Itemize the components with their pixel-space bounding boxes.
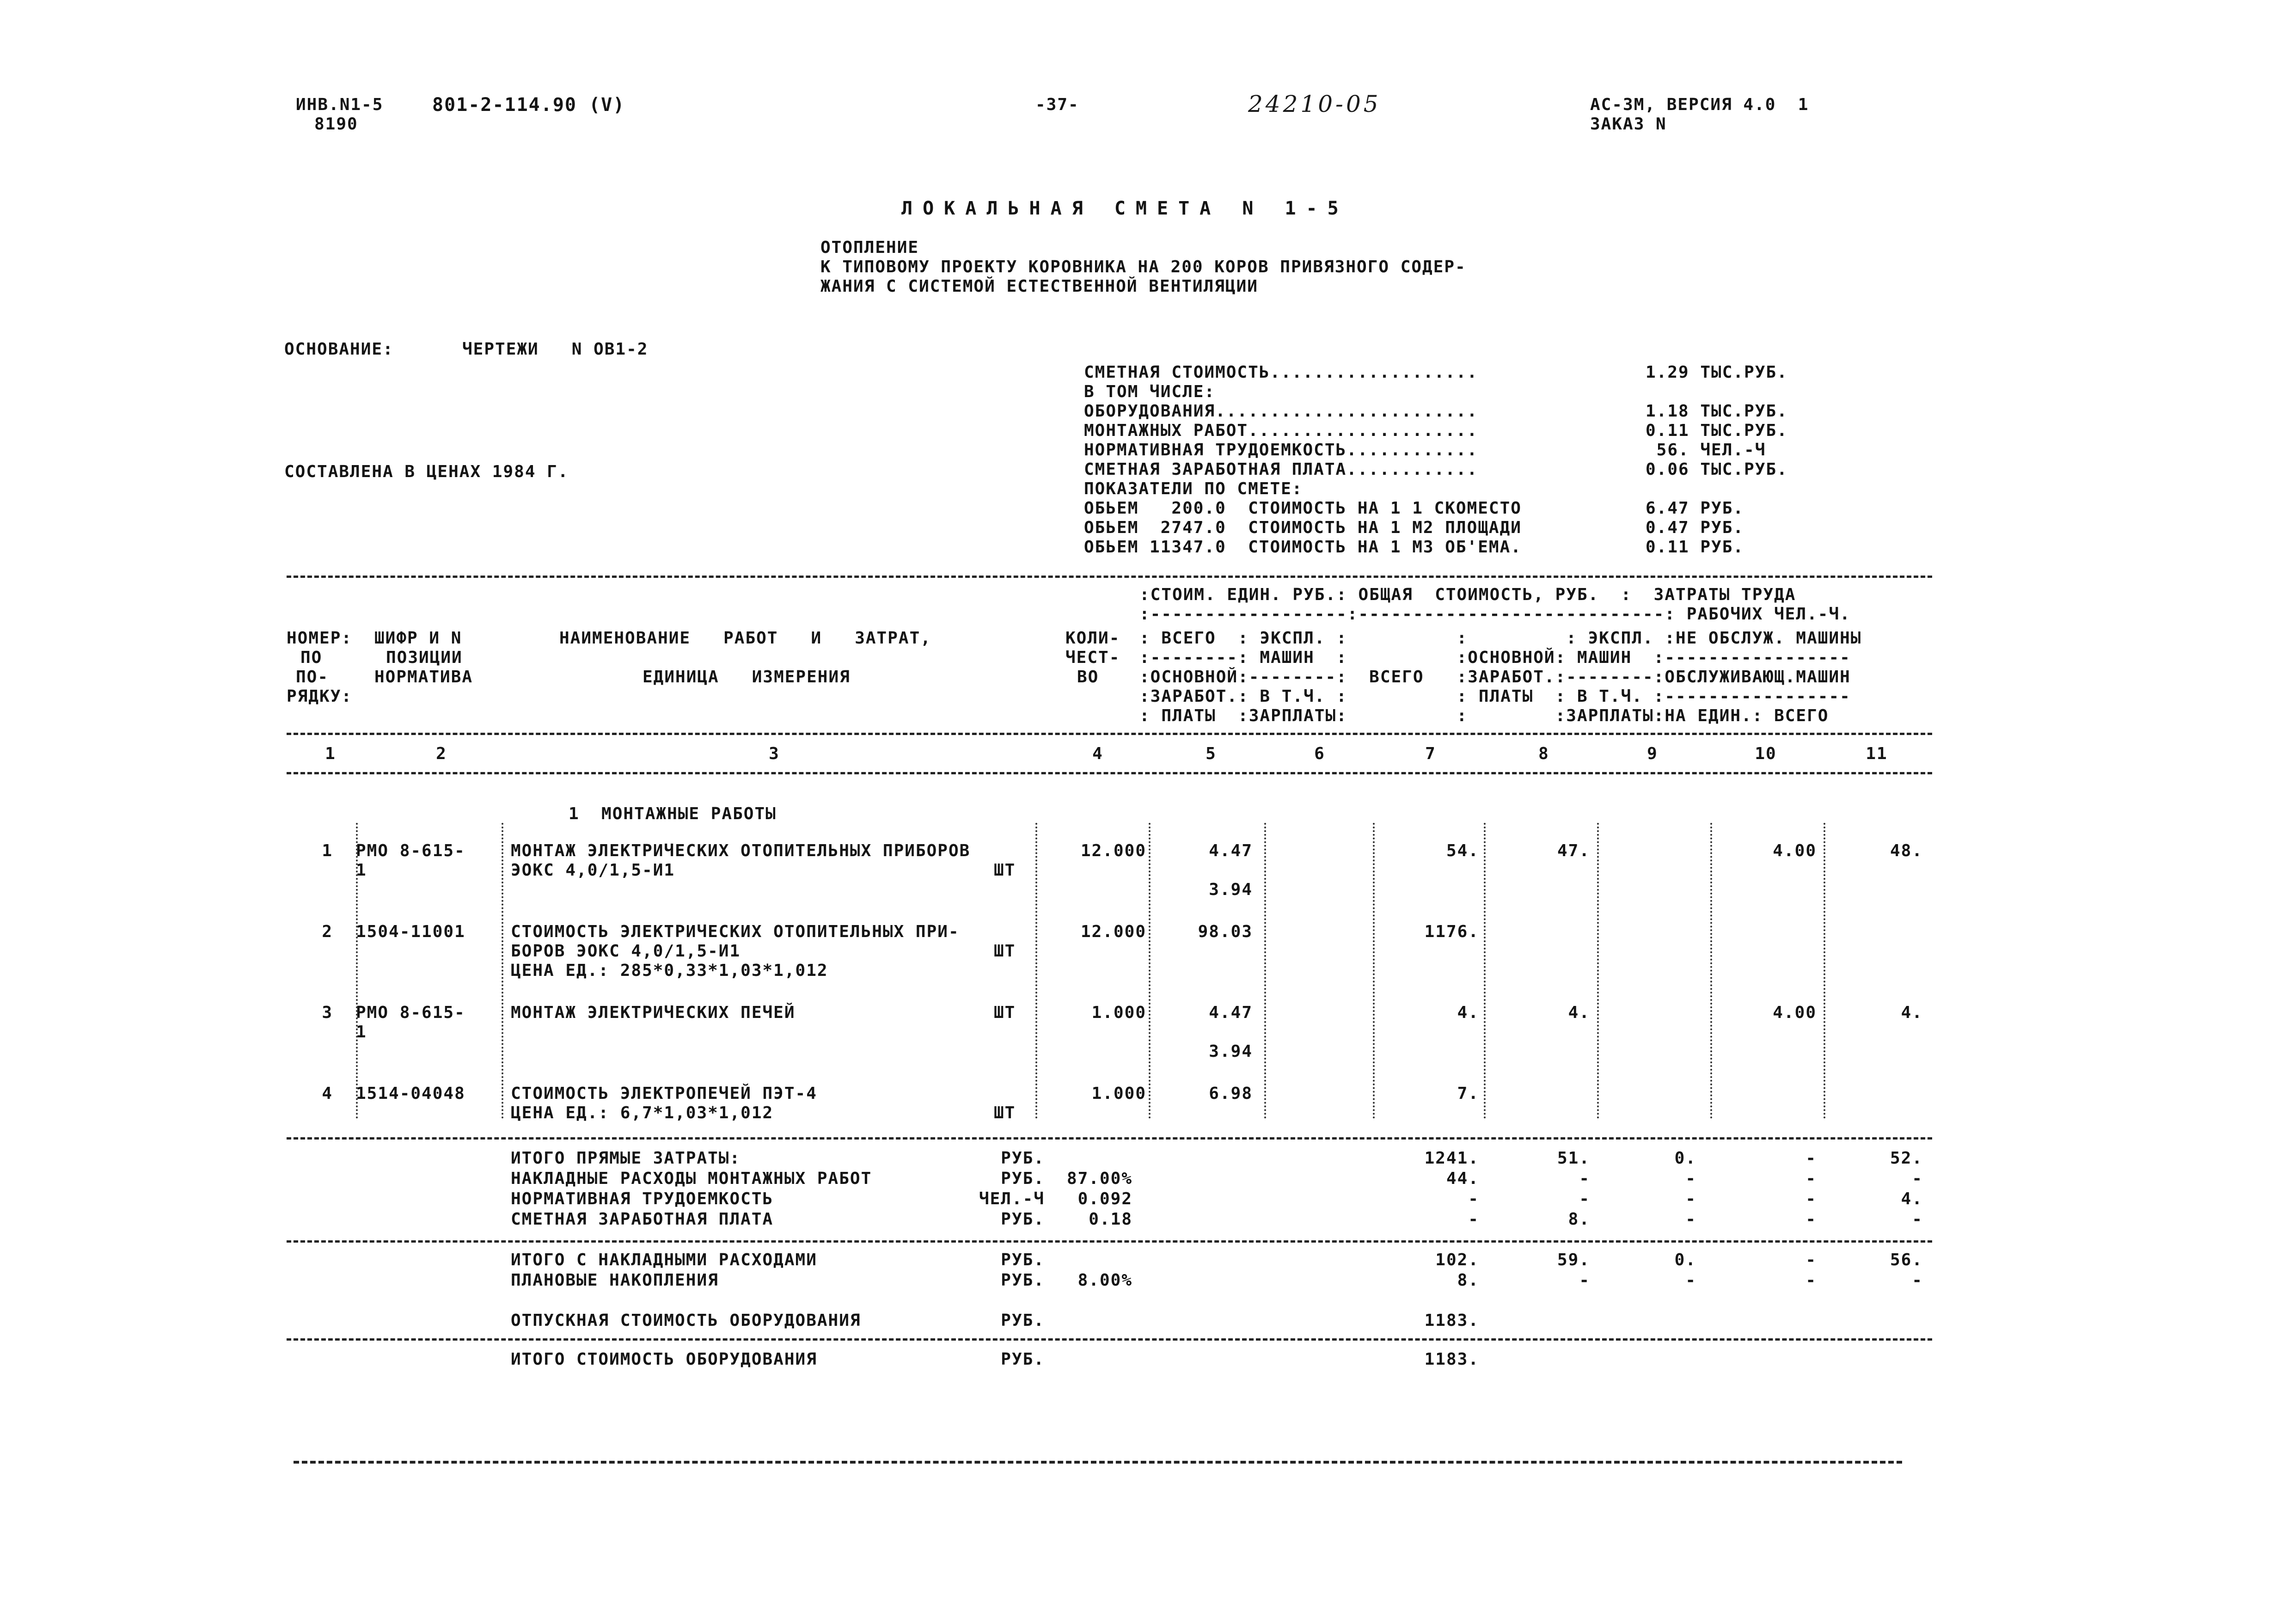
column-separator: [356, 823, 358, 1119]
column-number: 7: [1425, 744, 1436, 763]
header-bottom-rule: [287, 733, 1932, 735]
unit-cost-total: 6.98: [1209, 1084, 1253, 1103]
totals-labor-total: 4.: [1901, 1189, 1923, 1208]
totals-wages: 51.: [1557, 1149, 1590, 1168]
row-code: РМО 8-615-: [356, 1003, 465, 1022]
column-number: 1: [325, 744, 336, 763]
total-cost: 4.: [1457, 1003, 1479, 1022]
col1-line1: НОМЕР:: [287, 629, 353, 648]
total-cost: 7.: [1457, 1084, 1479, 1103]
summary-value: 0.06 ТЫС.РУБ.: [1646, 460, 1788, 479]
totals-label: ПЛАНОВЫЕ НАКОПЛЕНИЯ: [511, 1271, 719, 1290]
column-separator: [1373, 823, 1375, 1119]
labor-per-unit: 4.00: [1773, 841, 1817, 860]
inventory-number: ИНВ.N1-5: [296, 95, 384, 114]
total-wages: 47.: [1557, 841, 1590, 860]
totals-label: НАКЛАДНЫЕ РАСХОДЫ МОНТАЖНЫХ РАБОТ: [511, 1169, 872, 1188]
col1-line2: ПО: [300, 648, 323, 667]
column-separator: [1710, 823, 1712, 1119]
col3-line1: НАИМЕНОВАНИЕ РАБОТ И ЗАТРАТ,: [559, 629, 931, 648]
col4-line1: КОЛИ-: [1065, 629, 1120, 648]
row-quantity: 12.000: [1080, 841, 1146, 860]
totals-labor-total: -: [1912, 1271, 1923, 1290]
totals-labor-unit: -: [1805, 1169, 1817, 1188]
col2-line3: НОРМАТИВА: [374, 668, 473, 686]
column-separator: [1149, 823, 1151, 1119]
col3-line2: ЕДИНИЦА ИЗМЕРЕНИЯ: [643, 668, 851, 686]
totals-machine-wages: -: [1685, 1189, 1696, 1208]
totals-labor-total: -: [1912, 1169, 1923, 1188]
col4-line3: ВО: [1077, 668, 1099, 686]
totals-unit: РУБ.: [1001, 1149, 1045, 1168]
column-number: 6: [1314, 744, 1325, 763]
summary-value: 0.47 РУБ.: [1646, 518, 1744, 537]
column-number: 3: [769, 744, 780, 763]
totals-wages: -: [1579, 1189, 1590, 1208]
subtitle-line-2: К ТИПОВОМУ ПРОЕКТУ КОРОВНИКА НА 200 КОРОВ ПРИВЯЗНОГО СОДЕР-: [820, 257, 1466, 276]
totals-value: 1241.: [1424, 1149, 1479, 1168]
totals-wages: -: [1579, 1169, 1590, 1188]
totals-machine-wages: -: [1685, 1271, 1696, 1290]
subtitle-line-1: ОТОПЛЕНИЕ: [820, 238, 919, 257]
totals-labor-total: 56.: [1890, 1250, 1923, 1269]
totals-wages: 59.: [1557, 1250, 1590, 1269]
totals-rate: 8.00%: [1077, 1271, 1132, 1290]
column-separator: [502, 823, 503, 1119]
totals-rate: 87.00%: [1066, 1169, 1132, 1188]
row-name-line: СТОИМОСТЬ ЭЛЕКТРОПЕЧЕЙ ПЭТ-4: [511, 1084, 817, 1103]
totals-labor-unit: -: [1805, 1250, 1817, 1269]
equipment-rule: [287, 1338, 1932, 1341]
totals-labor-unit: -: [1805, 1149, 1817, 1168]
summary-label: НОРМАТИВНАЯ ТРУДОЕМКОСТЬ............: [1084, 441, 1478, 460]
totals-machine-wages: -: [1685, 1169, 1696, 1188]
total-cost: 1176.: [1424, 922, 1479, 941]
prices-note: СОСТАВЛЕНА В ЦЕНАХ 1984 Г.: [284, 462, 569, 481]
group-header-4: :--------: МАШИН : :ОСНОВНОЙ: МАШИН :-----------------: [1139, 648, 1851, 667]
row-unit: ШТ: [994, 861, 1016, 880]
totals-unit: РУБ.: [1001, 1210, 1045, 1229]
totals-labor-total: 52.: [1890, 1149, 1923, 1168]
column-number: 4: [1092, 744, 1103, 763]
totals-label: ИТОГО С НАКЛАДНЫМИ РАСХОДАМИ: [511, 1250, 817, 1269]
column-number: 10: [1755, 744, 1777, 763]
row-name-line: СТОИМОСТЬ ЭЛЕКТРИЧЕСКИХ ОТОПИТЕЛЬНЫХ ПРИ-: [511, 922, 960, 941]
row-quantity: 1.000: [1091, 1003, 1146, 1022]
colnum-bottom-rule: [287, 772, 1932, 774]
totals-value: 1183.: [1424, 1311, 1479, 1330]
row-unit: ШТ: [994, 1103, 1016, 1122]
totals-value: 8.: [1457, 1271, 1479, 1290]
totals-top-rule: [287, 1137, 1932, 1140]
row-code-suffix: 1: [356, 1023, 367, 1042]
totals-wages: -: [1579, 1271, 1590, 1290]
basis-label: ОСНОВАНИЕ:: [284, 340, 394, 359]
totals-value: 44.: [1446, 1169, 1479, 1188]
row-quantity: 12.000: [1080, 922, 1146, 941]
table-top-rule: [287, 576, 1932, 578]
group-header-6: :ЗАРАБОТ.: В Т.Ч. : : ПЛАТЫ : В Т.Ч. :-----------------: [1139, 687, 1851, 706]
totals-labor-total: -: [1912, 1210, 1923, 1229]
totals-machine-wages: 0.: [1674, 1250, 1696, 1269]
unit-cost-wages: 3.94: [1209, 880, 1253, 899]
col2-line2: ПОЗИЦИИ: [386, 648, 463, 667]
document-title: ЛОКАЛЬНАЯ СМЕТА N 1-5: [901, 198, 1349, 219]
row-number: 4: [322, 1084, 333, 1103]
column-number: 9: [1647, 744, 1658, 763]
summary-label: ОБЬЕМ 11347.0 СТОИМОСТЬ НА 1 М3 ОБ'ЕМА.: [1084, 538, 1522, 557]
row-code-suffix: 1: [356, 861, 367, 880]
row-code: 1504-11001: [356, 922, 465, 941]
summary-value: 6.47 РУБ.: [1646, 499, 1744, 518]
column-number: 11: [1866, 744, 1888, 763]
column-number: 5: [1206, 744, 1217, 763]
totals-label: СМЕТНАЯ ЗАРАБОТНАЯ ПЛАТА: [511, 1210, 774, 1229]
labor-per-unit: 4.00: [1773, 1003, 1817, 1022]
totals-rate: 0.092: [1077, 1189, 1132, 1208]
group-header-7: : ПЛАТЫ :ЗАРПЛАТЫ: : :ЗАРПЛАТЫ:НА ЕДИН.: ВСЕГО: [1139, 706, 1829, 725]
column-separator: [1035, 823, 1037, 1119]
group-header-3: : ВСЕГО : ЭКСПЛ. : : : ЭКСПЛ. :НЕ ОБСЛУЖ. МАШИНЫ: [1139, 629, 1862, 648]
totals-rate: 0.18: [1089, 1210, 1132, 1229]
total-wages: 4.: [1568, 1003, 1590, 1022]
summary-label: ОБЬЕМ 200.0 СТОИМОСТЬ НА 1 1 СКОМЕСТО: [1084, 499, 1522, 518]
summary-value: 1.29 ТЫС.РУБ.: [1646, 363, 1788, 382]
page-number: -37-: [1035, 95, 1079, 114]
totals-value: -: [1468, 1189, 1479, 1208]
column-separator: [1824, 823, 1825, 1119]
row-unit: ШТ: [994, 1003, 1016, 1022]
totals-unit: РУБ.: [1001, 1169, 1045, 1188]
row-name-line: ЦЕНА ЕД.: 6,7*1,03*1,012: [511, 1103, 774, 1122]
totals-value: -: [1468, 1210, 1479, 1229]
summary-value: 56. ЧЕЛ.-Ч: [1646, 441, 1766, 460]
unit-cost-wages: 3.94: [1209, 1042, 1253, 1061]
subtitle-line-3: ЖАНИЯ С СИСТЕМОЙ ЕСТЕСТВЕННОЙ ВЕНТИЛЯЦИИ: [820, 277, 1258, 296]
summary-value: 0.11 РУБ.: [1646, 538, 1744, 557]
row-number: 3: [322, 1003, 333, 1022]
column-separator: [1484, 823, 1486, 1119]
summary-value: 1.18 ТЫС.РУБ.: [1646, 402, 1788, 421]
version-label: АС-3М, ВЕРСИЯ 4.0 1: [1590, 95, 1809, 114]
inventory-code: 8190: [314, 115, 358, 134]
totals-labor-unit: -: [1805, 1271, 1817, 1290]
row-name-line: ЭОКС 4,0/1,5-И1: [511, 861, 675, 880]
col1-line4: РЯДКУ:: [287, 687, 353, 706]
column-number: 8: [1538, 744, 1549, 763]
summary-label: ОБЬЕМ 2747.0 СТОИМОСТЬ НА 1 М2 ПЛОЩАДИ: [1084, 518, 1522, 537]
row-quantity: 1.000: [1091, 1084, 1146, 1103]
project-code: 801-2-114.90 (V): [432, 94, 625, 116]
totals-label: ОТПУСКНАЯ СТОИМОСТЬ ОБОРУДОВАНИЯ: [511, 1311, 861, 1330]
total-cost: 54.: [1446, 841, 1479, 860]
row-number: 2: [322, 922, 333, 941]
summary-label: В ТОМ ЧИСЛЕ:: [1084, 382, 1216, 401]
totals-labor-unit: -: [1805, 1189, 1817, 1208]
totals-label: НОРМАТИВНАЯ ТРУДОЕМКОСТЬ: [511, 1189, 774, 1208]
unit-cost-total: 4.47: [1209, 841, 1253, 860]
group-header-1: :СТОИМ. ЕДИН. РУБ.: ОБЩАЯ СТОИМОСТЬ, РУБ. : ЗАТРАТЫ ТРУДА: [1139, 585, 1796, 604]
row-code: РМО 8-615-: [356, 841, 465, 860]
summary-label: СМЕТНАЯ СТОИМОСТЬ...................: [1084, 363, 1478, 382]
handwritten-number: 24210-05: [1248, 91, 1381, 117]
row-name-line: МОНТАЖ ЭЛЕКТРИЧЕСКИХ ПЕЧЕЙ: [511, 1003, 796, 1022]
labor-total: 4.: [1901, 1003, 1923, 1022]
totals-unit: РУБ.: [1001, 1350, 1045, 1369]
row-name-line: БОРОВ ЭОКС 4,0/1,5-И1: [511, 942, 741, 961]
order-label: ЗАКАЗ N: [1590, 115, 1667, 134]
group-header-2: :------------------:----------------------------: РАБОЧИХ ЧЕЛ.-Ч.: [1139, 605, 1851, 624]
summary-label: МОНТАЖНЫХ РАБОТ.....................: [1084, 421, 1478, 440]
row-code: 1514-04048: [356, 1084, 465, 1103]
column-number: 2: [436, 744, 447, 763]
summary-value: 0.11 ТЫС.РУБ.: [1646, 421, 1788, 440]
totals-value: 1183.: [1424, 1350, 1479, 1369]
totals-value: 102.: [1435, 1250, 1479, 1269]
summary-label: ОБОРУДОВАНИЯ........................: [1084, 402, 1478, 421]
totals-mid-rule: [287, 1240, 1932, 1243]
totals-label: ИТОГО СТОИМОСТЬ ОБОРУДОВАНИЯ: [511, 1350, 817, 1369]
totals-unit: ЧЕЛ.-Ч: [979, 1189, 1045, 1208]
row-name-line: ЦЕНА ЕД.: 285*0,33*1,03*1,012: [511, 961, 828, 980]
basis-value: ЧЕРТЕЖИ N ОВ1-2: [462, 340, 649, 359]
col1-line3: ПО-: [296, 668, 329, 686]
unit-cost-total: 98.03: [1198, 922, 1253, 941]
totals-labor-unit: -: [1805, 1210, 1817, 1229]
footer-dashes: [294, 1461, 1902, 1464]
totals-label: ИТОГО ПРЯМЫЕ ЗАТРАТЫ:: [511, 1149, 741, 1168]
column-separator: [1597, 823, 1599, 1119]
section-title: 1 МОНТАЖНЫЕ РАБОТЫ: [569, 804, 777, 823]
summary-label: ПОКАЗАТЕЛИ ПО СМЕТЕ:: [1084, 479, 1303, 498]
group-header-5: :ОСНОВНОЙ:--------: ВСЕГО :ЗАРАБОТ.:--------:ОБСЛУЖИВАЮЩ.МАШИН: [1139, 668, 1851, 686]
totals-unit: РУБ.: [1001, 1271, 1045, 1290]
totals-machine-wages: 0.: [1674, 1149, 1696, 1168]
totals-unit: РУБ.: [1001, 1250, 1045, 1269]
labor-total: 48.: [1890, 841, 1923, 860]
row-number: 1: [322, 841, 333, 860]
col4-line2: ЧЕСТ-: [1065, 648, 1120, 667]
row-name-line: МОНТАЖ ЭЛЕКТРИЧЕСКИХ ОТОПИТЕЛЬНЫХ ПРИБОРОВ: [511, 841, 971, 860]
totals-machine-wages: -: [1685, 1210, 1696, 1229]
column-separator: [1264, 823, 1266, 1119]
totals-wages: 8.: [1568, 1210, 1590, 1229]
totals-unit: РУБ.: [1001, 1311, 1045, 1330]
unit-cost-total: 4.47: [1209, 1003, 1253, 1022]
summary-label: СМЕТНАЯ ЗАРАБОТНАЯ ПЛАТА............: [1084, 460, 1478, 479]
row-unit: ШТ: [994, 942, 1016, 961]
col2-line1: ШИФР И N: [374, 629, 462, 648]
